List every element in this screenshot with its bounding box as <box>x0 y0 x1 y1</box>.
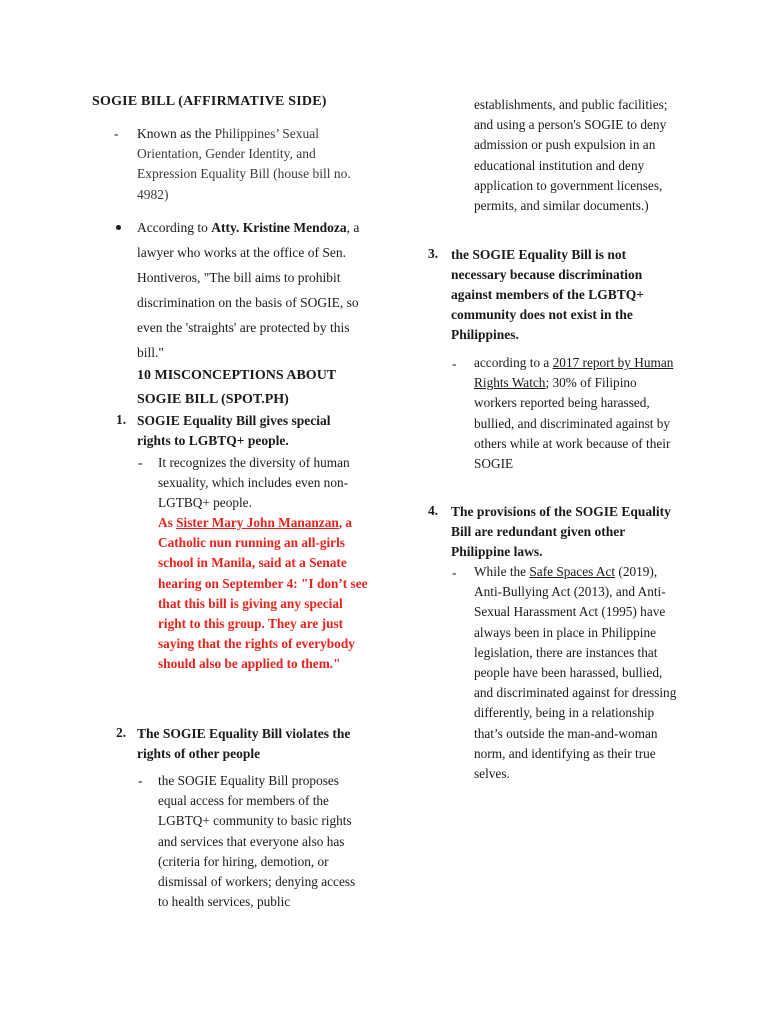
item-2-continuation: establishments, and public facilities; and using a person's SOGIE to deny admission or push expulsion in an educational institution and deny application to government licenses, permits, and similar documents.) <box>474 97 668 214</box>
quote-rest: , a Catholic nun running an all-girls school in Manila, said at a Senate hearing on September 4: "I don’t see that this bill is giving any special right to this group. They are just saying that the rights of everybody should also be applied to them." <box>158 515 368 672</box>
dash-marker: - <box>114 126 119 141</box>
known-as-prefix: Known as the <box>137 126 215 141</box>
item-number: 1. <box>116 412 127 427</box>
item-number: 3. <box>428 246 439 261</box>
item-number: 4. <box>428 503 439 518</box>
known-as-full: Philippines’ Sexual Orientation, Gender Identity, and Expression Equality Bill (house bill no. 4982) <box>137 126 351 202</box>
mendoza-paragraph <box>137 215 365 365</box>
item-4-title: The provisions of the SOGIE Equality Bill are redundant given other Philippine laws. <box>451 504 671 559</box>
dash-marker: - <box>138 773 143 788</box>
safe-spaces-act-link[interactable]: Safe Spaces Act <box>529 564 616 579</box>
dash-marker: - <box>452 356 457 371</box>
item-3-title: the SOGIE Equality Bill is not necessary because discrimination against members of the LGBTQ+ community does not exist in the Philippines. <box>451 247 644 342</box>
misconceptions-heading: 10 MISCONCEPTIONS ABOUT SOGIE BILL (SPOT.PH) <box>137 368 336 407</box>
quote-as: As <box>158 515 177 530</box>
item-2-title: The SOGIE Equality Bill violates the rights of other people <box>137 726 351 761</box>
item-1-text: It recognizes the diversity of human sexuality, which includes even non-LGTBQ+ people. <box>158 455 350 511</box>
item-4-rest: (2019), Anti-Bullying Act (2013), and Anti-Sexual Harassment Act (1995) have always been in place in Philippine legislation, there are instances that people have been harassed, bullied, and discriminated against for dressing differently, being in a relationship that’s outside the man-and-woman norm, and identifying as their true selves. <box>474 564 677 782</box>
item-3-rest: ; 30% of Filipino workers reported being harassed, bullied, and discriminated against by others while at work because of their SOGIE <box>474 375 671 472</box>
item-3-prefix: according to a <box>474 355 553 370</box>
known-as-paragraph <box>137 124 359 205</box>
bullet-icon <box>116 225 121 230</box>
sister-mary-john-link[interactable]: Sister Mary John Mananzan <box>176 515 339 530</box>
page-title: SOGIE BILL (AFFIRMATIVE SIDE) <box>92 94 327 109</box>
item-1-title: SOGIE Equality Bill gives special rights to LGBTQ+ people. <box>137 413 331 448</box>
dash-marker: - <box>452 565 457 580</box>
hrw-report-link[interactable]: 2017 report by Human Rights Watch <box>474 355 674 391</box>
mendoza-before: According to <box>137 220 212 235</box>
mendoza-name: Atty. Kristine Mendoza <box>211 220 347 235</box>
item-4-text <box>474 562 684 784</box>
mendoza-quote: , a lawyer who works at the office of Sen. Hontiveros, "The bill aims to prohibit discrimination on the basis of SOGIE, so even the 'straights' are protected by this bill." <box>137 220 360 360</box>
item-4-prefix: While the <box>474 564 530 579</box>
item-3-text <box>474 353 679 474</box>
dash-marker: - <box>138 455 143 470</box>
item-1-quote <box>158 513 368 675</box>
item-number: 2. <box>116 725 127 740</box>
item-2-text: the SOGIE Equality Bill proposes equal access for members of the LGBTQ+ community to basic rights and services that everyone also has (criteria for hiring, demotion, or dismissal of workers; denying access to health services, public <box>158 773 356 910</box>
